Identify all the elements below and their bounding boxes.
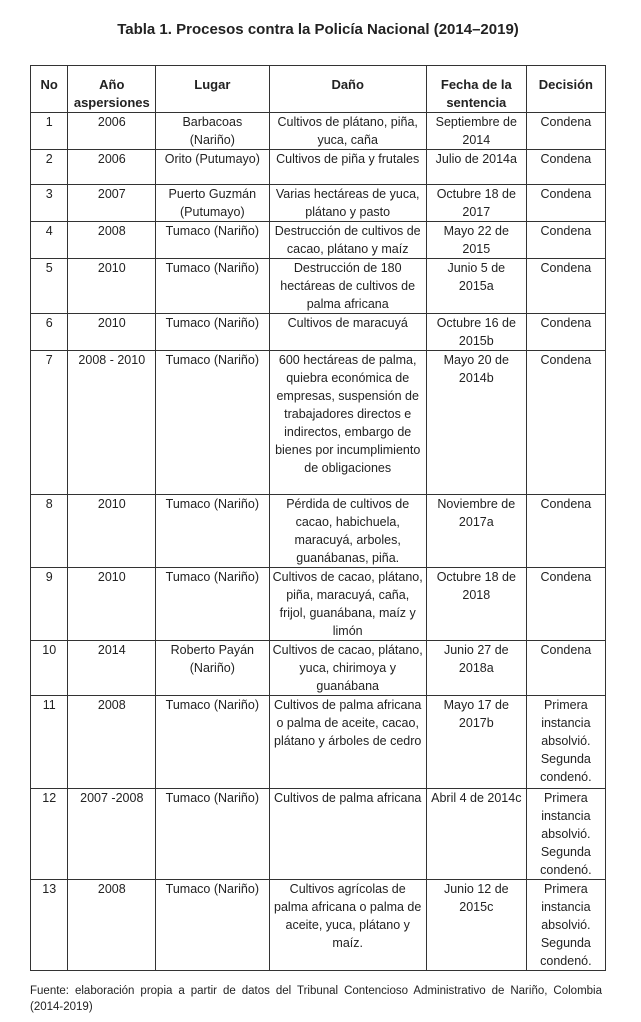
cell-decision: Condena [526, 351, 605, 495]
cell-date: Septiembre de 2014 [426, 113, 526, 150]
cell-year: 2010 [68, 568, 156, 641]
cell-damage: Cultivos de cacao, plátano, yuca, chirimoya y guanábana [269, 641, 426, 696]
cell-date: Abril 4 de 2014c [426, 789, 526, 880]
cell-date: Noviembre de 2017a [426, 495, 526, 568]
cell-date: Mayo 17 de 2017b [426, 696, 526, 789]
cell-damage: Cultivos de cacao, plátano, piña, maracuyá, caña, frijol, guanábana, maíz y limón [269, 568, 426, 641]
table-row [31, 150, 606, 185]
cell-decision: Condena [526, 185, 605, 222]
cell-place: Puerto Guzmán (Putumayo) [156, 185, 269, 222]
cell-date: Octubre 18 de 2017 [426, 185, 526, 222]
table-title: Tabla 1. Procesos contra la Policía Nacional (2014–2019) [117, 21, 519, 38]
cell-damage: Pérdida de cultivos de cacao, habichuela, maracuyá, arboles, guanábanas, piña. [269, 495, 426, 568]
table-row [31, 495, 606, 568]
cell-year: 2008 [68, 696, 156, 789]
table-row [31, 351, 606, 495]
table-header-row [31, 66, 606, 113]
table-row [31, 568, 606, 641]
cell-place: Roberto Payán (Nariño) [156, 641, 269, 696]
table-row [31, 641, 606, 696]
cell-date: Julio de 2014a [426, 150, 526, 185]
cell-decision: Primera instancia absolvió. Segunda condenó. [526, 880, 605, 971]
cell-decision: Primera instancia absolvió. Segunda condenó. [526, 789, 605, 880]
cell-damage: Varias hectáreas de yuca, plátano y pasto [269, 185, 426, 222]
cell-date: Mayo 22 de 2015 [426, 222, 526, 259]
cell-place: Tumaco (Nariño) [156, 314, 269, 351]
cell-decision: Condena [526, 641, 605, 696]
table-row [31, 113, 606, 150]
cell-no: 2 [31, 150, 68, 185]
cell-year: 2010 [68, 314, 156, 351]
cell-date: Junio 12 de 2015c [426, 880, 526, 971]
cell-damage: Destrucción de 180 hectáreas de cultivos de palma africana [269, 259, 426, 314]
cell-year: 2006 [68, 113, 156, 150]
table-row [31, 185, 606, 222]
cell-damage: Cultivos de plátano, piña, yuca, caña [269, 113, 426, 150]
cell-year: 2010 [68, 495, 156, 568]
cell-no: 7 [31, 351, 68, 495]
header-decision: Decisión [526, 66, 605, 113]
cell-decision: Condena [526, 259, 605, 314]
table-row [31, 222, 606, 259]
cell-no: 9 [31, 568, 68, 641]
cell-no: 6 [31, 314, 68, 351]
header-year: Año aspersiones [68, 66, 156, 113]
cell-decision: Condena [526, 113, 605, 150]
cell-place: Tumaco (Nariño) [156, 351, 269, 495]
cell-no: 13 [31, 880, 68, 971]
cell-damage: Cultivos agrícolas de palma africana o palma de aceite, yuca, plátano y maíz. [269, 880, 426, 971]
cell-decision: Condena [526, 568, 605, 641]
cell-damage: Cultivos de maracuyá [269, 314, 426, 351]
cell-year: 2008 [68, 222, 156, 259]
cell-place: Barbacoas (Nariño) [156, 113, 269, 150]
cell-year: 2014 [68, 641, 156, 696]
cell-place: Tumaco (Nariño) [156, 880, 269, 971]
cell-damage: 600 hectáreas de palma, quiebra económica de empresas, suspensión de trabajadores directos e indirectos, embargo de bienes por incumplimiento de obligaciones [269, 351, 426, 495]
table-row [31, 696, 606, 789]
table-row [31, 314, 606, 351]
cell-damage: Destrucción de cultivos de cacao, plátano y maíz [269, 222, 426, 259]
cell-place: Tumaco (Nariño) [156, 259, 269, 314]
table-row [31, 880, 606, 971]
header-damage: Daño [269, 66, 426, 113]
cell-no: 5 [31, 259, 68, 314]
cell-year: 2008 - 2010 [68, 351, 156, 495]
cell-damage: Cultivos de palma africana o palma de aceite, cacao, plátano y árboles de cedro [269, 696, 426, 789]
cell-no: 11 [31, 696, 68, 789]
cell-place: Tumaco (Nariño) [156, 495, 269, 568]
cell-year: 2010 [68, 259, 156, 314]
cell-date: Mayo 20 de 2014b [426, 351, 526, 495]
processes-table [30, 65, 606, 971]
cell-no: 4 [31, 222, 68, 259]
cell-decision: Condena [526, 314, 605, 351]
cell-place: Tumaco (Nariño) [156, 222, 269, 259]
cell-place: Orito (Putumayo) [156, 150, 269, 185]
cell-decision: Condena [526, 495, 605, 568]
cell-place: Tumaco (Nariño) [156, 696, 269, 789]
header-place: Lugar [156, 66, 269, 113]
cell-no: 3 [31, 185, 68, 222]
cell-date: Octubre 18 de 2018 [426, 568, 526, 641]
cell-no: 10 [31, 641, 68, 696]
cell-decision: Primera instancia absolvió. Segunda condenó. [526, 696, 605, 789]
cell-date: Junio 27 de 2018a [426, 641, 526, 696]
source-note: Fuente: elaboración propia a partir de datos del Tribunal Contencioso Administrativo de Nariño, Colombia (2014-2019) [30, 985, 602, 1013]
cell-no: 8 [31, 495, 68, 568]
cell-decision: Condena [526, 222, 605, 259]
cell-date: Octubre 16 de 2015b [426, 314, 526, 351]
cell-year: 2007 -2008 [68, 789, 156, 880]
table-row [31, 259, 606, 314]
cell-year: 2007 [68, 185, 156, 222]
cell-no: 1 [31, 113, 68, 150]
header-no: No [31, 66, 68, 113]
cell-date: Junio 5 de 2015a [426, 259, 526, 314]
cell-place: Tumaco (Nariño) [156, 789, 269, 880]
cell-no: 12 [31, 789, 68, 880]
table-row [31, 789, 606, 880]
cell-decision: Condena [526, 150, 605, 185]
cell-place: Tumaco (Nariño) [156, 568, 269, 641]
cell-year: 2008 [68, 880, 156, 971]
header-date: Fecha de la sentencia [426, 66, 526, 113]
cell-year: 2006 [68, 150, 156, 185]
cell-damage: Cultivos de palma africana [269, 789, 426, 880]
cell-damage: Cultivos de piña y frutales [269, 150, 426, 185]
